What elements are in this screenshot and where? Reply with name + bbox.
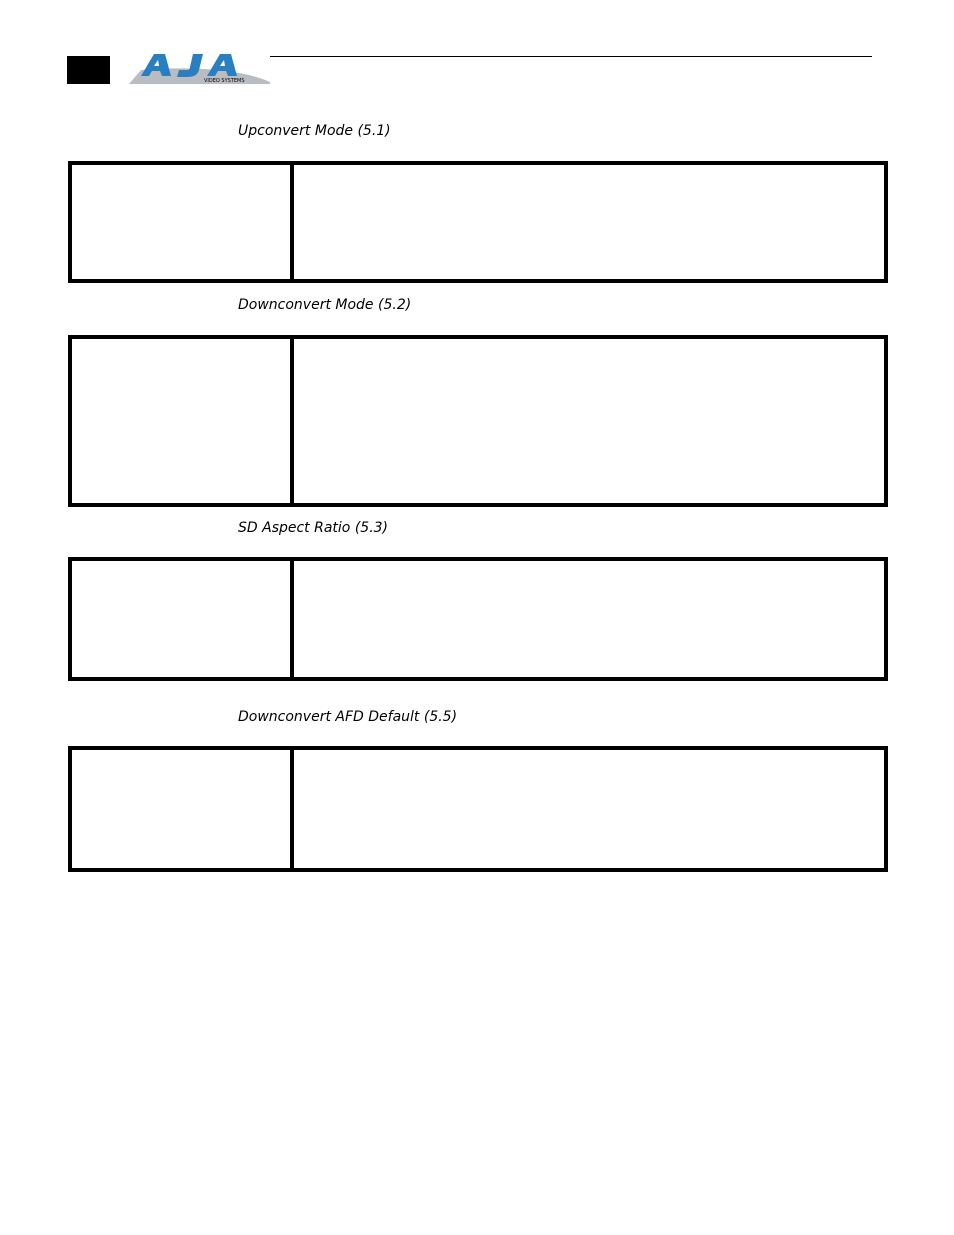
settings-table-downconvert-mode — [68, 335, 888, 507]
section-heading-downconvert-mode: Downconvert Mode (5.2) — [238, 297, 412, 313]
table-label-cell — [72, 339, 294, 503]
table-description-cell — [294, 561, 884, 677]
page-number-tab — [67, 56, 110, 84]
table-label-cell — [72, 165, 294, 279]
aja-logo — [127, 50, 272, 88]
section-heading-downconvert-afd-default: Downconvert AFD Default (5.5) — [238, 709, 458, 725]
header-rule — [270, 56, 872, 57]
table-description-cell — [294, 339, 884, 503]
section-heading-upconvert-mode: Upconvert Mode (5.1) — [238, 123, 391, 139]
table-label-cell — [72, 561, 294, 677]
settings-table-downconvert-afd-default — [68, 746, 888, 872]
settings-table-sd-aspect-ratio — [68, 557, 888, 681]
section-heading-sd-aspect-ratio: SD Aspect Ratio (5.3) — [238, 520, 389, 536]
logo-subtext: VIDEO SYSTEMS — [204, 78, 245, 84]
settings-table-upconvert-mode — [68, 161, 888, 283]
table-description-cell — [294, 165, 884, 279]
table-description-cell — [294, 750, 884, 868]
table-label-cell — [72, 750, 294, 868]
